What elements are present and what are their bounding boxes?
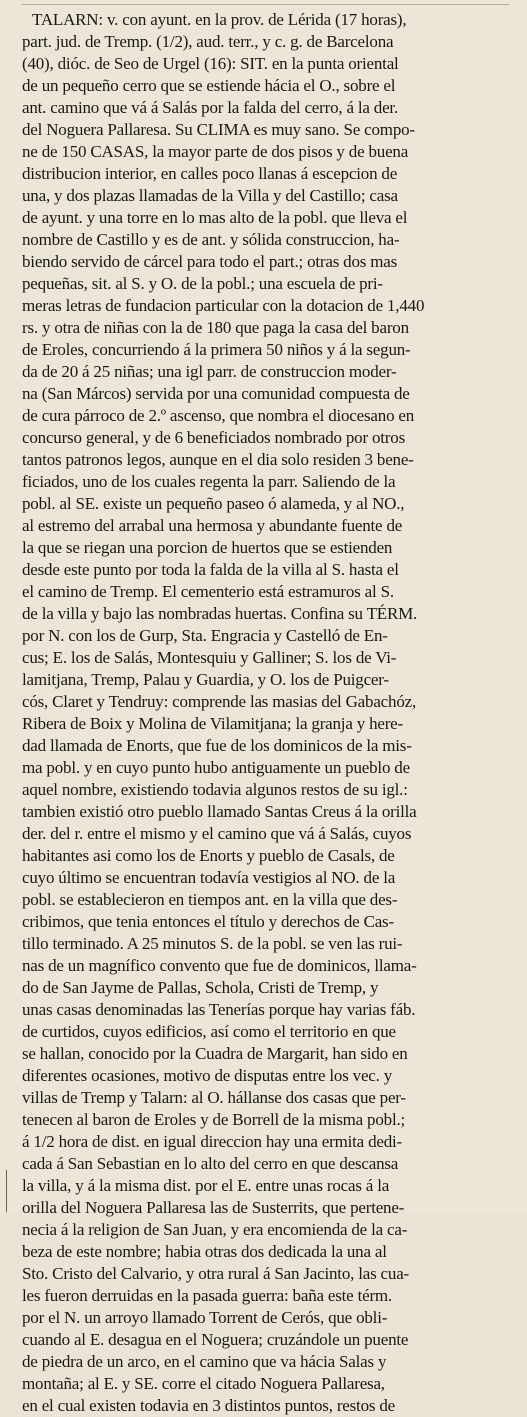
- text-line: na (San Márcos) servida por una comunidad compuesta de: [22, 384, 410, 403]
- text-line: beza de este nombre; habia otras dos dedicada la una al: [22, 1242, 387, 1261]
- text-line: cribimos, que tenia entonces el título y derechos de Cas-: [22, 912, 394, 931]
- text-line: en el cual existen todavia en 3 distintos puntos, restos de: [22, 1396, 395, 1415]
- text-line: meras letras de fundacion particular con la dotacion de 1,440: [22, 296, 425, 315]
- text-line: ma pobl. y en cuyo punto hubo antiguamente un pueblo de: [22, 758, 410, 777]
- text-line: pequeñas, sit. al S. y O. de la pobl.; una escuela de pri-: [22, 274, 383, 293]
- text-line: aquel nombre, existiendo todavia algunos restos de su igl.:: [22, 780, 408, 799]
- text-line: part. jud. de Tremp. (1/2), aud. terr., y c. g. de Barcelona: [22, 32, 394, 51]
- text-line: montaña; al E. y SE. corre el citado Noguera Pallaresa,: [22, 1374, 385, 1393]
- text-line: pobl. se establecieron en tiempos ant. en la villa que des-: [22, 890, 398, 909]
- text-line: necia á la religion de San Juan, y era encomienda de la ca-: [22, 1220, 408, 1239]
- text-line: tantos patronos legos, aunque en el dia solo residen 3 bene-: [22, 450, 414, 469]
- text-line: ficiados, uno de los cuales regenta la parr. Saliendo de la: [22, 472, 396, 491]
- dictionary-entry-talarn: [22, 9, 509, 1417]
- text-line: orilla del Noguera Pallaresa las de Susterrits, que pertene-: [22, 1198, 405, 1217]
- text-line: de Eroles, concurriendo á la primera 50 niños y á la segun-: [22, 340, 411, 359]
- text-line: por N. con los de Gurp, Sta. Engracia y Castelló de En-: [22, 626, 388, 645]
- text-line: al estremo del arrabal una hermosa y abundante fuente de: [22, 516, 403, 535]
- text-line: por el N. un arroyo llamado Torrent de Cerós, que obli-: [22, 1308, 388, 1327]
- text-line: de un pequeño cerro que se estiende hácia el O., sobre el: [22, 76, 396, 95]
- text-line: tenecen al baron de Eroles y de Borrell de la misma pobl.;: [22, 1110, 406, 1129]
- text-line: concurso general, y de 6 beneficiados nombrado por otros: [22, 428, 405, 447]
- text-line: ne de 150 CASAS, la mayor parte de dos pisos y de buena: [22, 142, 409, 161]
- text-line: biendo servido de cárcel para todo el part.; otras dos mas: [22, 252, 398, 271]
- text-line: distribucion interior, en calles poco llanas á escepcion de: [22, 164, 398, 183]
- text-line: cuando al E. desagua en el Noguera; cruzándole un puente: [22, 1330, 409, 1349]
- text-line: tillo terminado. A 25 minutos S. de la pobl. se ven las rui-: [22, 934, 403, 953]
- text-line: dad llamada de Enorts, que fue de los dominicos de la mis-: [22, 736, 412, 755]
- text-line: de piedra de un arco, en el camino que va hácia Salas y: [22, 1352, 387, 1371]
- text-line: cós, Claret y Tendruy: comprende las masias del Gabachóz,: [22, 692, 417, 711]
- text-line: les fueron derruidas en la pasada guerra: baña este térm.: [22, 1286, 392, 1305]
- text-line: la villa, y á la misma dist. por el E. entre unas rocas á la: [22, 1176, 390, 1195]
- text-line: pobl. al SE. existe un pequeño paseo ó alameda, y al NO.,: [22, 494, 405, 513]
- text-line: do de San Jayme de Pallas, Schola, Cristi de Tremp, y: [22, 978, 379, 997]
- text-line: el camino de Tremp. El cementerio está estramuros al S.: [22, 582, 394, 601]
- text-line: Sto. Cristo del Calvario, y otra rural á San Jacinto, las cua-: [22, 1264, 410, 1283]
- text-line: unas casas denominadas las Tenerías porque hay varias fáb.: [22, 1000, 416, 1019]
- text-line: habitantes asi como los de Enorts y pueblo de Casals, de: [22, 846, 395, 865]
- text-line: nas de un magnífico convento que fue de dominicos, llama-: [22, 956, 417, 975]
- text-line: der. del r. entre el mismo y el camino que vá á Salás, cuyos: [22, 824, 412, 843]
- text-line: villas de Tremp y Talarn: al O. hállanse dos casas que per-: [22, 1088, 406, 1107]
- text-line: la que se riegan una porcion de huertos que se estienden: [22, 538, 393, 557]
- text-line: tambien existió otro pueblo llamado Santas Creus á la orilla: [22, 802, 417, 821]
- text-line: nombre de Castillo y es de ant. y sólida construccion, ha-: [22, 230, 400, 249]
- text-line: una, y dos plazas llamadas de la Villa y del Castillo; casa: [22, 186, 398, 205]
- text-line: rs. y otra de niñas con la de 180 que paga la casa del baron: [22, 318, 409, 337]
- text-line: desde este punto por toda la falda de la villa al S. hasta el: [22, 560, 399, 579]
- top-edge-rule: [22, 4, 509, 7]
- text-line: diferentes ocasiones, motivo de disputas entre los vec. y: [22, 1066, 393, 1085]
- text-line: á 1/2 hora de dist. en igual direccion hay una ermita dedi-: [22, 1132, 403, 1151]
- text-line: lamitjana, Tremp, Palau y Guardia, y O. los de Puigcer-: [22, 670, 389, 689]
- text-line: ant. camino que vá á Salás por la falda del cerro, á la der.: [22, 98, 398, 117]
- text-line: (40), dióc. de Seo de Urgel (16): SIT. en la punta oriental: [22, 54, 399, 73]
- text-line: cuyo último se encuentran todavía vestigios al NO. de la: [22, 868, 396, 887]
- text-line: TALARN: v. con ayunt. en la prov. de Lérida (17 horas),: [32, 10, 407, 29]
- text-line: da de 20 á 25 niñas; una igl parr. de construccion moder-: [22, 362, 397, 381]
- text-line: de la villa y bajo las nombradas huertas. Confina su TÉRM.: [22, 604, 418, 623]
- text-line: cus; E. los de Salás, Montesquiu y Galliner; S. los de Vi-: [22, 648, 397, 667]
- text-line: se hallan, conocido por la Cuadra de Margarit, han sido en: [22, 1044, 408, 1063]
- text-line: del Noguera Pallaresa. Su CLIMA es muy sano. Se compo-: [22, 120, 415, 139]
- text-line: de cura párroco de 2.º ascenso, que nombra el diocesano en: [22, 406, 415, 425]
- margin-rule: [6, 1170, 7, 1212]
- text-line: de ayunt. y una torre en lo mas alto de la pobl. que lleva el: [22, 208, 408, 227]
- text-line: de curtidos, cuyos edificios, así como el territorio en que: [22, 1022, 396, 1041]
- text-line: Ribera de Boix y Molina de Vilamitjana; la granja y here-: [22, 714, 403, 733]
- text-line: cada á San Sebastian en lo alto del cerro en que descansa: [22, 1154, 399, 1173]
